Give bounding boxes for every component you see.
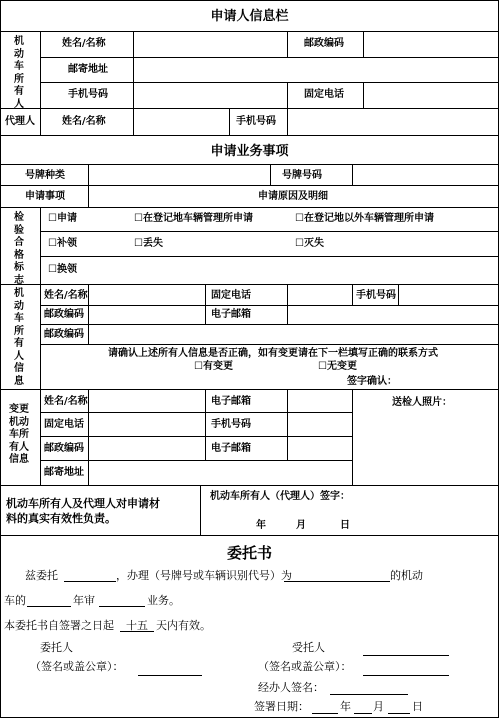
entrust-title: 委托书: [226, 544, 272, 562]
sign-month-label: 月: [373, 700, 384, 713]
owner-info-landline-label: 固定电话: [211, 290, 251, 301]
option-reissue-checkbox[interactable]: ☐补领: [48, 238, 77, 249]
entrust-p1-a: 兹委托: [25, 569, 58, 582]
date-day-label: 日: [340, 520, 350, 531]
option-destroyed-checkbox[interactable]: ☐灭失: [295, 238, 324, 249]
sign-day-blank[interactable]: [388, 713, 410, 714]
entrust-p2-b: 年审: [73, 594, 95, 607]
business-section-title: 申请业务事项: [210, 144, 289, 159]
sign-day-label: 日: [412, 700, 423, 713]
agent-name-label: 姓名/名称: [62, 116, 106, 127]
principal-name-blank[interactable]: [64, 581, 116, 582]
agent-entrusted-label: 受托人: [292, 641, 325, 654]
change-name-label: 姓名/名称: [44, 396, 88, 407]
owner-postcode-label: 邮政编码: [304, 38, 344, 49]
owner-info-email-label: 电子邮箱: [211, 309, 251, 320]
option-local-office-checkbox[interactable]: ☐在登记地车辆管理所申请: [134, 213, 253, 224]
principal-sign-label: （签名或盖公章）：: [30, 660, 124, 673]
plate-or-vin-blank[interactable]: [284, 581, 390, 582]
option-unchanged-checkbox[interactable]: ☐无变更: [318, 361, 357, 372]
change-landline-label: 固定电话: [44, 419, 84, 430]
change-email-label: 电子邮箱: [211, 396, 251, 407]
handler-sign-label: 经办人签名：: [258, 681, 324, 694]
owner-address-label: 邮寄地址: [68, 64, 108, 75]
responsibility-line-1: 机动车所有人及代理人对申请材: [6, 497, 160, 510]
principal-label: 委托人: [40, 641, 73, 654]
agent-mobile-label: 手机号码: [236, 116, 276, 127]
change-owner-vertical-label: 变更机动车所有人信息: [9, 404, 29, 465]
principal-sign-line[interactable]: [138, 675, 202, 676]
option-replace-checkbox[interactable]: ☐换领: [48, 264, 77, 275]
owner-mobile-label: 手机号码: [68, 89, 108, 100]
owner-info-postcode-label: 邮政编码: [44, 309, 84, 320]
sign-date-label: 签署日期：: [254, 700, 309, 713]
inspector-photo-label: 送检人照片：: [392, 397, 452, 408]
entrust-p1-c: 的机动: [390, 569, 423, 582]
responsibility-line-2: 料的真实有效性负责。: [6, 512, 116, 525]
inspection-vertical-label: 检验合格标志: [14, 212, 24, 286]
change-postcode-label: 邮政编码: [44, 443, 84, 454]
applicant-section-title: 申请人信息栏: [210, 9, 289, 24]
change-address-label: 邮寄地址: [44, 467, 84, 478]
entrust-p2-c: 业务。: [147, 594, 180, 607]
sign-month-blank[interactable]: [354, 713, 372, 714]
sign-year-label: 年: [340, 700, 351, 713]
sign-year-blank[interactable]: [312, 713, 338, 714]
change-email2-label: 电子邮箱: [211, 443, 251, 454]
confirm-instruction: 请确认上述所有人信息是否正确，如有变更请在下一栏填写正确的联系方式: [108, 348, 438, 359]
owner-info-postcode2-label: 邮政编码: [44, 329, 84, 340]
option-lost-checkbox[interactable]: ☐丢失: [134, 238, 163, 249]
option-changed-checkbox[interactable]: ☐有变更: [194, 361, 233, 372]
owner-info-name-label: 姓名/名称: [44, 290, 88, 301]
validity-days: 十五: [126, 619, 148, 632]
owner-vertical-label: 机动车所有人: [14, 36, 24, 110]
reason-label: 申请原因及明细: [258, 191, 328, 202]
agent-sign-line[interactable]: [363, 675, 449, 676]
owner-name-label: 姓名/名称: [62, 38, 106, 49]
handler-sign-line[interactable]: [330, 694, 408, 695]
change-mobile-label: 手机号码: [211, 419, 251, 430]
date-month-label: 月: [296, 520, 306, 531]
option-other-office-checkbox[interactable]: ☐在登记地以外车辆管理所申请: [295, 213, 434, 224]
entrust-p2-a: 车的: [4, 594, 26, 607]
owner-landline-label: 固定电话: [304, 89, 344, 100]
vehicle-blank[interactable]: [27, 606, 71, 607]
owner-agent-sign-label: 机动车所有人（代理人）签字：: [210, 491, 350, 502]
sign-confirm-label: 签字确认：: [347, 376, 397, 387]
agent-name-line[interactable]: [363, 655, 449, 656]
business-type-blank[interactable]: [99, 606, 145, 607]
owner-info-vertical-label: 机动车所有人信息: [14, 288, 24, 387]
plate-number-label: 号牌号码: [282, 170, 322, 181]
entrust-p3-a: 本委托书自签署之日起: [4, 619, 114, 632]
agent-sign-label: （签名或盖公章）：: [258, 660, 352, 673]
agent-label: 代理人: [5, 116, 35, 127]
owner-info-mobile-label: 手机号码: [356, 290, 396, 301]
plate-type-label: 号牌种类: [25, 170, 65, 181]
matter-label: 申请事项: [25, 191, 65, 202]
entrust-p3-b: 天内有效。: [156, 619, 211, 632]
date-year-label: 年: [256, 520, 266, 531]
option-apply-checkbox[interactable]: ☐申请: [48, 213, 77, 224]
entrust-p1-b: ，办理（号牌号或车辆识别代号）为: [116, 569, 292, 582]
